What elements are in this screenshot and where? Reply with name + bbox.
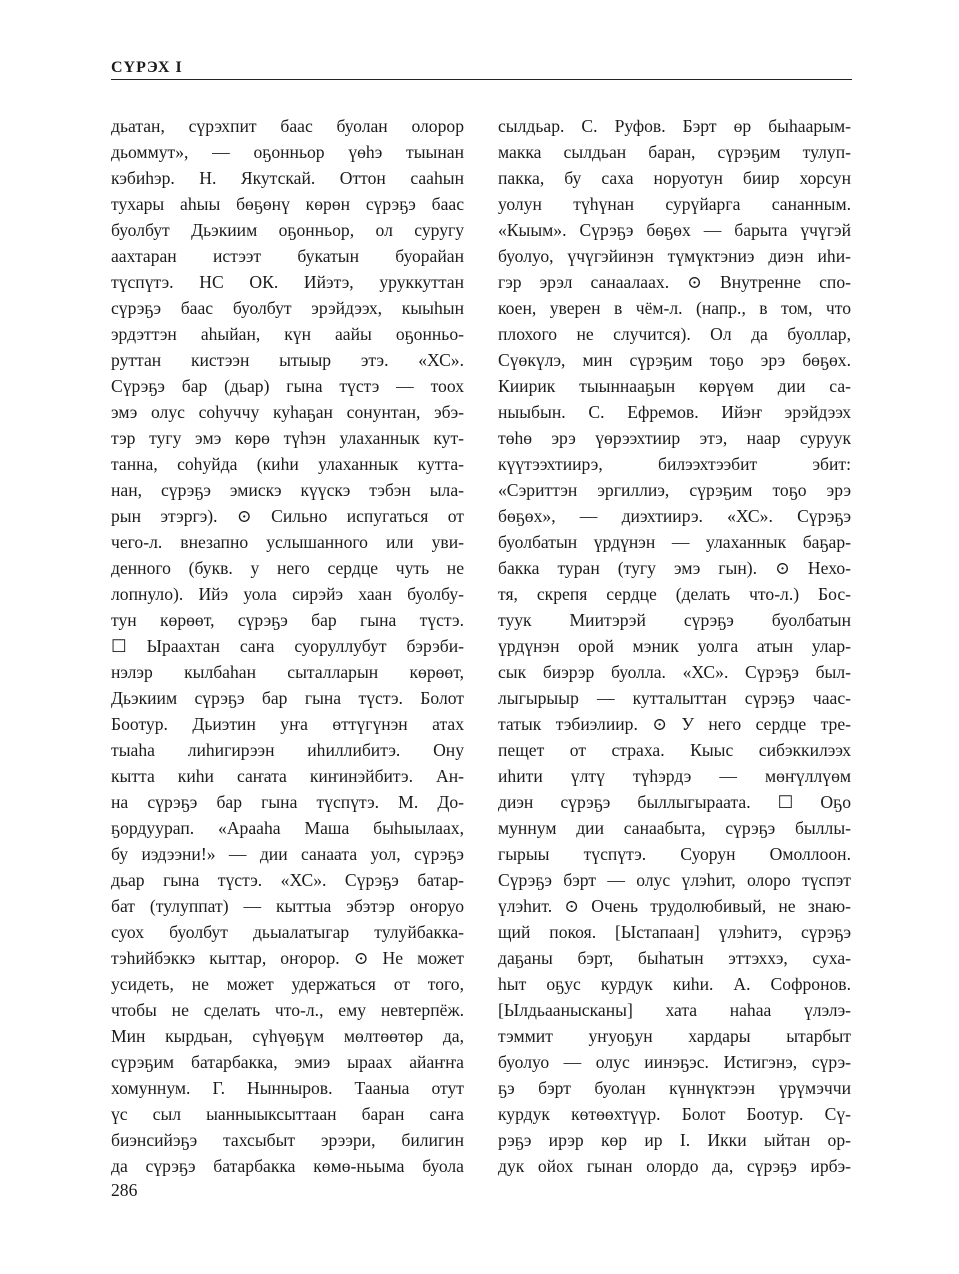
text-line: тя, скрепя сердце (делать что-л.) Бос- xyxy=(498,584,851,604)
text-line: лыгырыыр — кутталыттан сүрэҕэ чаас- xyxy=(498,688,851,708)
text-line: рэҕэ ирэр көр ир I. Икки ыйтан ор- xyxy=(498,1130,851,1150)
text-line: дьоммут», — оҕонньор үөһэ тыынан xyxy=(111,142,464,162)
text-line: туук Миитэрэй сүрэҕэ буолбатын xyxy=(498,610,851,630)
text-line: ныыбын. С. Ефремов. Ийэҥ эрэйдээх xyxy=(498,402,851,422)
text-line: гырыы түспүтэ. Суорун Омоллоон. xyxy=(498,844,851,864)
text-line: буолуо — олус иинэҕэс. Истигэнэ, сүрэ- xyxy=(498,1052,851,1072)
text-line: иһити үлтү түһэрдэ — мөҥүллүөм xyxy=(498,766,851,786)
text-line: на сүрэҕэ бар гына түспүтэ. М. До- xyxy=(111,792,464,812)
text-line: руттан кистээн ытыыр этэ. «ХС». xyxy=(111,350,464,370)
text-line: дьатан, сүрэхпит баас буолан олорор xyxy=(111,116,464,136)
text-line: плохого не случится). Ол да буоллар, xyxy=(498,324,851,344)
text-line: Дьэкиим сүрэҕэ бар гына түстэ. Болот xyxy=(111,688,464,708)
text-line: пещет от страха. Кыыс сибэккилээх xyxy=(498,740,851,760)
text-line: дук ойох гынан олордо да, сүрэҕэ ирбэ- xyxy=(498,1156,851,1176)
text-line: ҕэ бэрт буолан күннүктээн үрүмэччи xyxy=(498,1078,851,1098)
text-line: «Кыым». Сүрэҕэ бөҕөх — барыта үчүгэй xyxy=(498,220,851,240)
text-line: бөҕөх», — диэхтиирэ. «ХС». Сүрэҕэ xyxy=(498,506,851,526)
running-head: СҮРЭХ I xyxy=(111,59,183,76)
text-line: Сүрэҕэ бар (дьар) гына түстэ — тоох xyxy=(111,376,464,396)
text-line: һыт оҕус курдук киһи. А. Софронов. xyxy=(498,974,851,994)
text-line: суох буолбут дьыалатыгар тулуйбакка- xyxy=(111,922,464,942)
text-line: үлэһит. ⊙ Очень трудолюбивый, не знаю- xyxy=(498,896,851,916)
text-line: даҕаны бэрт, быһатын эттэххэ, суха- xyxy=(498,948,851,968)
text-line: коен, уверен в чём-л. (напр., в том, что xyxy=(498,298,851,318)
text-line: кытта киһи саҥата киҥинэйбитэ. Ан- xyxy=(111,766,464,786)
text-line: курдук көтөөхтүүр. Болот Боотур. Сү- xyxy=(498,1104,851,1124)
text-line: тун көрөөт, сүрэҕэ бар гына түстэ. xyxy=(111,610,464,630)
text-line: буолбут Дьэкиим оҕонньор, ол суругу xyxy=(111,220,464,240)
text-line: сылдьар. С. Руфов. Бэрт өр быһаарым- xyxy=(498,116,851,136)
header-rule xyxy=(111,79,852,80)
text-line: эрдэттэн аһыйан, күн аайы оҕонньо- xyxy=(111,324,464,344)
text-line: дьар гына түстэ. «ХС». Сүрэҕэ батар- xyxy=(111,870,464,890)
text-line: да сүрэҕэ батарбакка көмө-ньыма буола xyxy=(111,1156,464,1176)
text-line: Боотур. Дьиэтин уҥа өттүгүнэн атах xyxy=(111,714,464,734)
text-line: чего-л. внезапно услышанного или уви- xyxy=(111,532,464,552)
text-line: сүрэҕим батарбакка, эмиэ ыраах айаҥҥа xyxy=(111,1052,464,1072)
text-line: татык тэбиэлиир. ⊙ У него сердце тре- xyxy=(498,714,851,734)
text-line: муннум дии санаабыта, сүрэҕэ быллы- xyxy=(498,818,851,838)
text-line: усидеть, не может удержаться от того, xyxy=(111,974,464,994)
text-line: [Ылдьаанысканы] хата наһаа үлэлэ- xyxy=(498,1000,851,1020)
text-line: тухары аһыы бөҕөнү көрөн сүрэҕэ баас xyxy=(111,194,464,214)
text-line: макка сылдьан баран, сүрэҕим тулуп- xyxy=(498,142,851,162)
text-line: Сүөкүлэ, мин сүрэҕим тоҕо эрэ бөҕөх. xyxy=(498,350,851,370)
text-line: чтобы не сделать что-л., ему невтерпёж. xyxy=(111,1000,464,1020)
text-line: аахтаран истээт букатын буорайан xyxy=(111,246,464,266)
text-line: ҕордуурап. «Арааһа Маша быһыылаах, xyxy=(111,818,464,838)
text-line: диэн сүрэҕэ быллыгыраата. ☐ Оҕо xyxy=(498,792,851,812)
text-line: ☐ Ыраахтан саҥа суоруллубут бэрэби- xyxy=(111,636,464,656)
text-line: бат (тулуппат) — кыттыа эбэтэр оҥоруо xyxy=(111,896,464,916)
text-line: щий покоя. [Ыстапаан] үлэһитэ, сүрэҕэ xyxy=(498,922,851,942)
text-line: «Сэриттэн эргиллиэ, сүрэҕим тоҕо эрэ xyxy=(498,480,851,500)
text-line: биэнсийэҕэ тахсыбыт эрээри, билигин xyxy=(111,1130,464,1150)
page-number: 286 xyxy=(111,1180,138,1200)
text-line: тэр тугу эмэ көрө түһэн улаханнык кут- xyxy=(111,428,464,448)
text-line: танна, соһуйда (киһи улаханнык кутта- xyxy=(111,454,464,474)
text-line: лопнуло). Ийэ уола сирэйэ хаан буолбу- xyxy=(111,584,464,604)
text-line: гэр эрэл санаалаах. ⊙ Внутренне спо- xyxy=(498,272,851,292)
text-line: буолуо, үчүгэйинэн түмүктэниэ диэн иһи- xyxy=(498,246,851,266)
text-line: денного (букв. у него сердце чуть не xyxy=(111,558,464,578)
text-line: сүрэҕэ баас буолбут эрэйдээх, кыыһын xyxy=(111,298,464,318)
text-line: эмэ олус соһуччу куһаҕан сонунтан, эбэ- xyxy=(111,402,464,422)
text-line: тэһийбэккэ кыттар, оҥорор. ⊙ Не может xyxy=(111,948,464,968)
text-line: хомуннум. Г. Нынныров. Тааныа отут xyxy=(111,1078,464,1098)
text-line: тыаһа лиһигирээн иһиллибитэ. Ону xyxy=(111,740,464,760)
text-line: уолун түһүнан сурүйарга сананным. xyxy=(498,194,851,214)
text-line: сык биэрэр буолла. «ХС». Сүрэҕэ был- xyxy=(498,662,851,682)
text-line: Сүрэҕэ бэрт — олус үлэһит, олоро түспэт xyxy=(498,870,851,890)
text-line: бакка туран (тугу эмэ гын). ⊙ Нехо- xyxy=(498,558,851,578)
text-line: төһө эрэ үөрээхтиир этэ, наар суруук xyxy=(498,428,851,448)
text-column-left xyxy=(111,113,464,1179)
text-column-right xyxy=(498,113,851,1179)
text-line: Киирик тыыннааҕын көрүөм дии са- xyxy=(498,376,851,396)
text-line: күүтээхтиирэ, билээхтээбит эбит: xyxy=(498,454,851,474)
text-line: үрдүнэн орой мэник уолга атын улар- xyxy=(498,636,851,656)
text-line: буолбатын үрдүнэн — улаханнык баҕар- xyxy=(498,532,851,552)
text-line: нэлэр кылбаһан сыталларын көрөөт, xyxy=(111,662,464,682)
text-line: Мин кырдьан, сүһүөҕүм мөлтөөтөр да, xyxy=(111,1026,464,1046)
text-line: түспүтэ. НС ОК. Ийэтэ, уруккуттан xyxy=(111,272,464,292)
text-line: рын этэргэ). ⊙ Сильно испугаться от xyxy=(111,506,464,526)
text-line: кэбиһэр. Н. Якутскай. Оттон сааһын xyxy=(111,168,464,188)
text-line: үс сыл ыанныыксыттаан баран саҥа xyxy=(111,1104,464,1124)
text-line: бу иэдээни!» — дии санаата уол, сүрэҕэ xyxy=(111,844,464,864)
text-line: тэммит уҥуоҕун хардары ытарбыт xyxy=(498,1026,851,1046)
text-line: пакка, бу саха норуотун биир хорсун xyxy=(498,168,851,188)
text-line: нан, сүрэҕэ эмискэ күүскэ тэбэн ыла- xyxy=(111,480,464,500)
